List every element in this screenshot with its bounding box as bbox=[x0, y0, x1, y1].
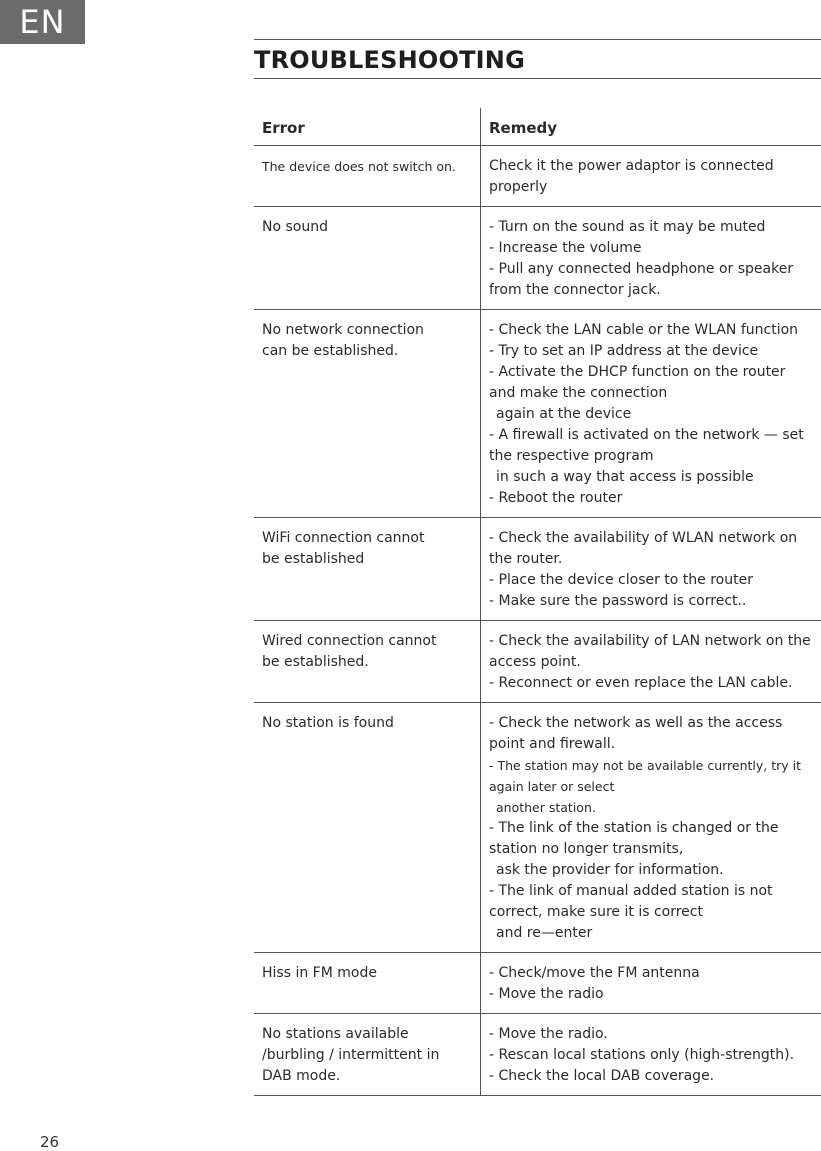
remedy-cell bbox=[481, 1014, 821, 1095]
remedy-text: - Move the radio bbox=[489, 986, 604, 1002]
table-row bbox=[254, 1014, 821, 1096]
remedy-text: and re—enter bbox=[496, 925, 593, 941]
error-text: No network connection bbox=[262, 322, 424, 338]
remedy-text: - Check the network as well as the access point and firewall. bbox=[489, 715, 783, 752]
remedy-text: - Pull any connected headphone or speaker from the connector jack. bbox=[489, 261, 794, 298]
table-row bbox=[254, 207, 821, 310]
error-text: WiFi connection cannot bbox=[262, 530, 425, 546]
error-text: No sound bbox=[262, 219, 328, 235]
remedy-text: - Check the LAN cable or the WLAN function bbox=[489, 322, 799, 338]
table-row bbox=[254, 146, 821, 207]
remedy-text: Check it the power adaptor is connected properly bbox=[489, 158, 774, 195]
remedy-cell bbox=[481, 310, 821, 517]
error-text: No station is found bbox=[262, 715, 394, 731]
error-column-header: Error bbox=[254, 108, 481, 145]
error-cell bbox=[254, 953, 481, 1013]
error-cell bbox=[254, 207, 481, 309]
remedy-text: - Reboot the router bbox=[489, 490, 623, 506]
remedy-text: ask the provider for information. bbox=[496, 862, 724, 878]
remedy-text: - Check the local DAB coverage. bbox=[489, 1068, 715, 1084]
page-number: 26 bbox=[40, 1133, 60, 1151]
remedy-text: in such a way that access is possible bbox=[496, 469, 754, 485]
error-cell bbox=[254, 146, 481, 206]
table-row bbox=[254, 518, 821, 621]
remedy-text: - Try to set an IP address at the device bbox=[489, 343, 759, 359]
remedy-cell bbox=[481, 207, 821, 309]
error-text: Hiss in FM mode bbox=[262, 965, 377, 981]
remedy-text: - Check/move the FM antenna bbox=[489, 965, 700, 981]
remedy-text: - Rescan local stations only (high-strength). bbox=[489, 1047, 795, 1063]
remedy-text: - Make sure the password is correct.. bbox=[489, 593, 747, 609]
error-text: No stations available /burbling / intermittent in DAB mode. bbox=[262, 1026, 440, 1084]
remedy-text: - Check the availability of WLAN network on the router. bbox=[489, 530, 798, 567]
table-row bbox=[254, 310, 821, 518]
table-row bbox=[254, 703, 821, 953]
remedy-text: - The link of the station is changed or the station no longer transmits, bbox=[489, 820, 779, 857]
remedy-cell bbox=[481, 621, 821, 702]
remedy-text: again at the device bbox=[496, 406, 632, 422]
language-tab: EN bbox=[0, 0, 85, 44]
remedy-text: - Increase the volume bbox=[489, 240, 642, 256]
remedy-cell bbox=[481, 703, 821, 952]
error-text: The device does not switch on. bbox=[262, 159, 456, 174]
error-cell bbox=[254, 621, 481, 702]
remedy-cell bbox=[481, 518, 821, 620]
page-title: TROUBLESHOOTING bbox=[254, 46, 525, 74]
error-text: be established bbox=[262, 551, 365, 567]
remedy-column-header: Remedy bbox=[489, 119, 558, 137]
section-header bbox=[254, 39, 821, 79]
table-header-row bbox=[254, 108, 821, 146]
remedy-cell bbox=[481, 146, 821, 206]
error-cell bbox=[254, 518, 481, 620]
remedy-text: - Turn on the sound as it may be muted bbox=[489, 219, 766, 235]
table-row bbox=[254, 953, 821, 1014]
remedy-text: - Activate the DHCP function on the router and make the connection bbox=[489, 364, 786, 401]
error-cell bbox=[254, 310, 481, 517]
remedy-text: another station. bbox=[496, 800, 596, 815]
table-row bbox=[254, 621, 821, 703]
troubleshooting-table bbox=[254, 108, 821, 1096]
remedy-text: - Place the device closer to the router bbox=[489, 572, 753, 588]
remedy-text: - A firewall is activated on the network — set the respective program bbox=[489, 427, 804, 464]
error-text: be established. bbox=[262, 654, 369, 670]
error-text: Wired connection cannot bbox=[262, 633, 437, 649]
remedy-text: - Check the availability of LAN network on the access point. bbox=[489, 633, 811, 670]
remedy-text: - The link of manual added station is not correct, make sure it is correct bbox=[489, 883, 773, 920]
error-cell bbox=[254, 1014, 481, 1095]
error-text: can be established. bbox=[262, 343, 399, 359]
remedy-cell bbox=[481, 953, 821, 1013]
remedy-text: - The station may not be available currently, try it again later or select bbox=[489, 758, 802, 794]
remedy-text: - Reconnect or even replace the LAN cable. bbox=[489, 675, 793, 691]
remedy-text: - Move the radio. bbox=[489, 1026, 608, 1042]
error-cell bbox=[254, 703, 481, 952]
